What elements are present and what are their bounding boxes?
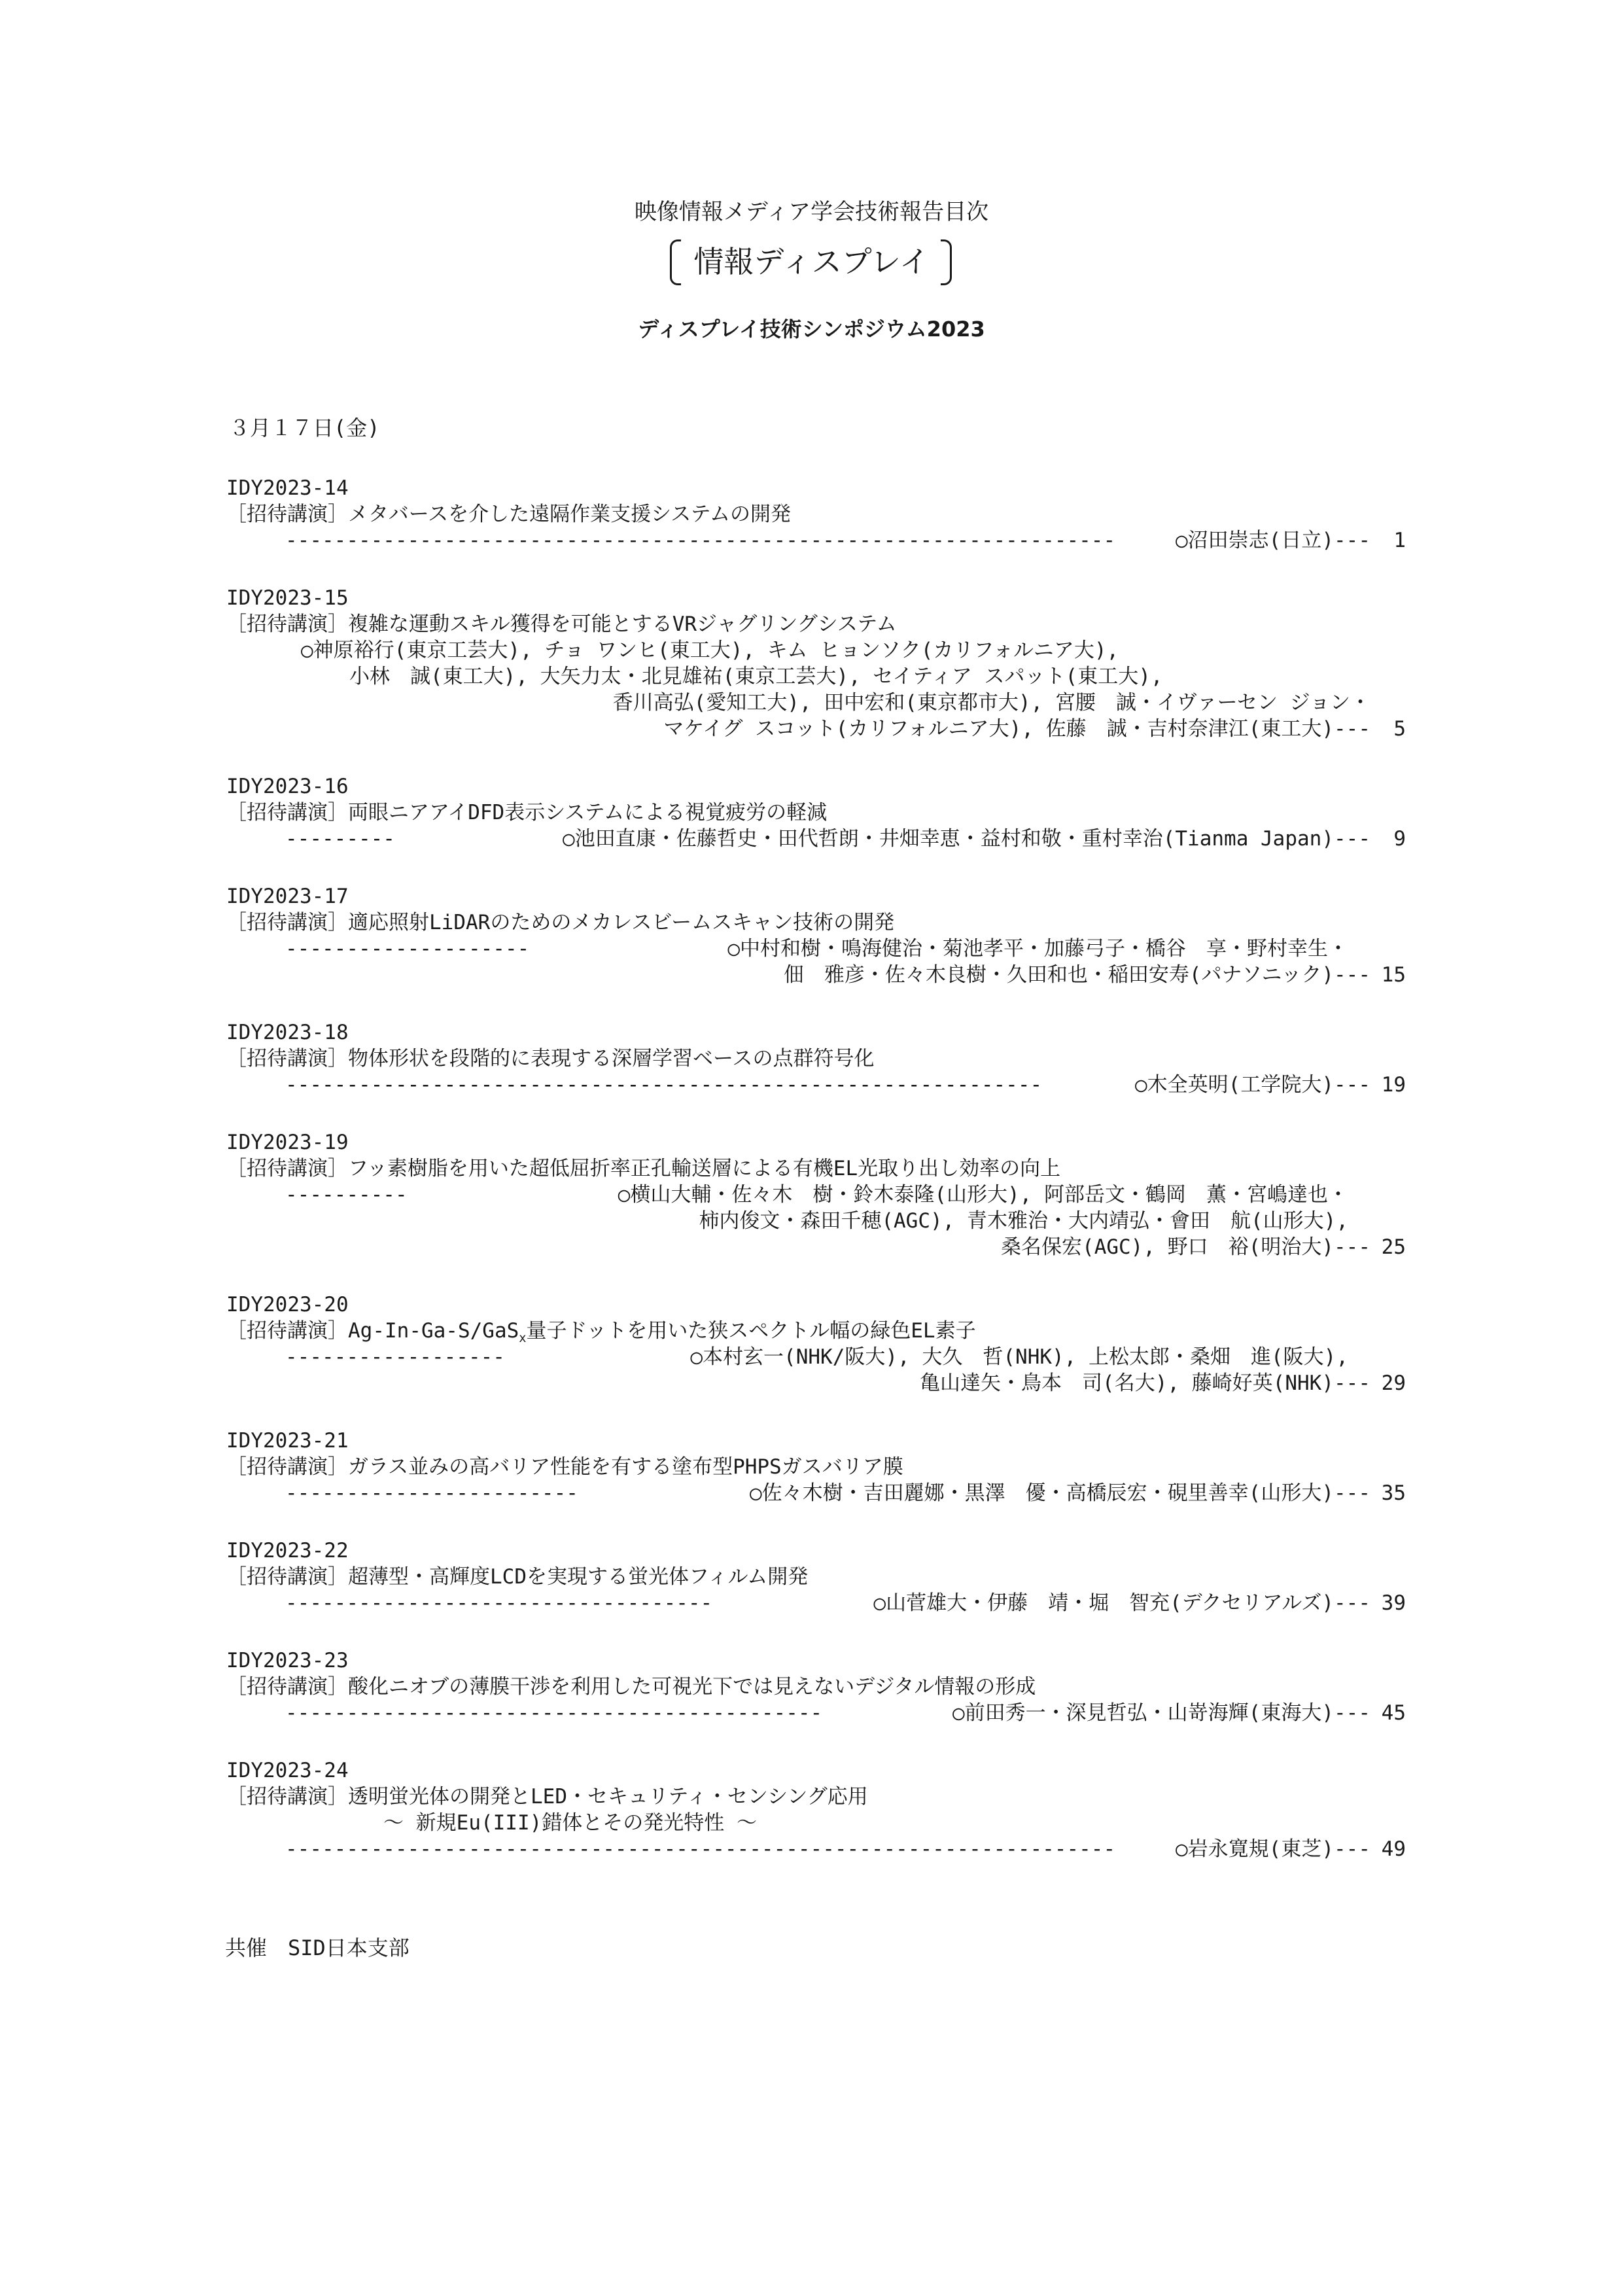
entry-id: IDY2023-21 [226, 1429, 349, 1453]
entry-title: ［招待講演］物体形状を段階的に表現する深層学習ベースの点群符号化 [226, 1047, 875, 1070]
entry-id: IDY2023-18 [226, 1021, 349, 1044]
entry-page: 15 [1381, 963, 1406, 987]
entry-leader: ----------------------------------- [285, 1591, 713, 1615]
entry-authors: ○木全英明(工学院大)--- [1135, 1073, 1370, 1097]
entry-authors-line: ○横山大輔・佐々木 樹・鈴木泰隆(山形大), 阿部岳文・鶴岡 薫・宮嶋達也・ [618, 1183, 1348, 1207]
entry-leader: -------------------------------------------------------------------- [285, 1837, 1116, 1861]
session-date: ３月１７日(金) [229, 415, 380, 440]
entry-id: IDY2023-24 [226, 1759, 349, 1782]
entry-title-subscript: x [519, 1332, 527, 1346]
entry-id: IDY2023-22 [226, 1539, 349, 1563]
entry-leader: --------- [285, 827, 395, 851]
entry-authors: ○山菅雄大・伊藤 靖・堀 智充(デクセリアルズ)--- [873, 1591, 1370, 1615]
entry-title-line2: ～ 新規Eu(III)錯体とその発光特性 ～ [383, 1811, 757, 1835]
symposium-title: ディスプレイ技術シンポジウム2023 [638, 317, 985, 342]
entry-leader: -------------------------------------------- [285, 1701, 823, 1725]
entry-authors: ○前田秀一・深見哲弘・山嵜海輝(東海大)--- [952, 1701, 1370, 1725]
entry-authors-line: 佃 雅彦・佐々木良樹・久田和也・稲田安寿(パナソニック)--- [783, 963, 1370, 987]
entry-title-post: 量子ドットを用いた狭スペクトル幅の緑色EL素子 [526, 1319, 976, 1343]
entry-authors-line: ○中村和樹・鳴海健治・菊池孝平・加藤弓子・橋谷 享・野村幸生・ [727, 937, 1348, 961]
entry-id: IDY2023-19 [226, 1131, 349, 1154]
entry-page: 49 [1381, 1837, 1406, 1861]
entry-page: 25 [1381, 1235, 1406, 1259]
entry-page: 35 [1381, 1481, 1406, 1505]
entry-page: 45 [1381, 1701, 1406, 1725]
report-subtitle: 情報ディスプレイ [693, 244, 930, 279]
entry-page: 1 [1393, 529, 1406, 552]
entry-title: ［招待講演］ガラス並みの高バリア性能を有する塗布型PHPSガスバリア膜 [226, 1455, 903, 1479]
entry-page: 39 [1381, 1591, 1406, 1615]
entry-authors-line: ○本村玄一(NHK/阪大), 大久 哲(NHK), 上松太郎・桑畑 進(阪大), [690, 1345, 1348, 1369]
entry-page: 19 [1381, 1073, 1406, 1097]
entry-leader: ------------------ [285, 1345, 505, 1369]
entry-authors-line: ○神原裕行(東京工芸大), チョ ワンヒ(東工大), キム ヒョンソク(カリフォルニア大), [301, 639, 1119, 662]
entry-title: ［招待講演］透明蛍光体の開発とLED・セキュリティ・センシング応用 [226, 1785, 868, 1809]
entry-page: 9 [1393, 827, 1406, 851]
right-bracket-decoration [941, 239, 952, 285]
entry-id: IDY2023-16 [226, 775, 349, 798]
entry-authors: ○沼田崇志(日立)--- [1176, 529, 1370, 552]
entry-leader: ---------- [285, 1183, 408, 1207]
entry-title: ［招待講演］メタバースを介した遠隔作業支援システムの開発 [226, 503, 792, 526]
entry-title: ［招待講演］両眼ニアアイDFD表示システムによる視覚疲労の軽減 [226, 801, 828, 824]
entry-authors: ○佐々木樹・吉田麗娜・黒澤 優・高橋辰宏・硯里善幸(山形大)--- [750, 1481, 1370, 1505]
entry-title: ［招待講演］複雑な運動スキル獲得を可能とするVRジャグリングシステム [226, 612, 897, 636]
entry-id: IDY2023-20 [226, 1293, 349, 1316]
entry-leader: -------------------- [285, 937, 530, 961]
entry-authors-line: マケイグ スコット(カリフォルニア大), 佐藤 誠・吉村奈津江(東工大)--- [663, 717, 1370, 741]
entry-authors: ○岩永寛規(東芝)--- [1176, 1837, 1370, 1861]
entry-id: IDY2023-17 [226, 885, 349, 908]
entry-id: IDY2023-23 [226, 1649, 349, 1672]
entry-page: 29 [1381, 1371, 1406, 1395]
entry-id: IDY2023-15 [226, 586, 349, 610]
entry-leader: -------------------------------------------------------------------- [285, 529, 1116, 552]
entry-id: IDY2023-14 [226, 476, 349, 500]
entry-title: ［招待講演］適応照射LiDARのためのメカレスビームスキャン技術の開発 [226, 911, 895, 934]
co-sponsor-note: 共催 SID日本支部 [225, 1935, 410, 1960]
entry-authors-line: 桑名保宏(AGC), 野口 裕(明治大)--- [1001, 1235, 1370, 1259]
report-title: 映像情報メディア学会技術報告目次 [634, 199, 989, 225]
entry-authors-line: 柿内俊文・森田千穂(AGC), 青木雅治・大内靖弘・會田 航(山形大), [699, 1209, 1348, 1233]
entry-title-pre: ［招待講演］Ag-In-Ga-S/GaS [226, 1319, 519, 1343]
entry-authors-line: 香川高弘(愛知工大), 田中宏和(東京都市大), 宮腰 誠・イヴァーセン ジョン・ [612, 691, 1370, 715]
entry-authors-line: 亀山達矢・鳥本 司(名大), 藤崎好英(NHK)--- [920, 1371, 1370, 1395]
entry-leader: -------------------------------------------------------------- [285, 1073, 1043, 1097]
entry-authors-line: 小林 誠(東工大), 大矢力太・北見雄祐(東京工芸大), セイティア スパット(東工大), [349, 665, 1163, 688]
entry-page: 5 [1393, 717, 1406, 741]
entry-title: ［招待講演］フッ素樹脂を用いた超低屈折率正孔輸送層による有機EL光取り出し効率の向上 [226, 1157, 1061, 1180]
entry-title: ［招待講演］超薄型・高輝度LCDを実現する蛍光体フィルム開発 [226, 1565, 809, 1589]
entry-authors: ○池田直康・佐藤哲史・田代哲朗・井畑幸恵・益村和敬・重村幸治(Tianma Japan)--- [563, 827, 1370, 851]
entry-leader: ------------------------ [285, 1481, 578, 1505]
entry-title: ［招待講演］酸化ニオブの薄膜干渉を利用した可視光下では見えないデジタル情報の形成 [226, 1675, 1036, 1699]
